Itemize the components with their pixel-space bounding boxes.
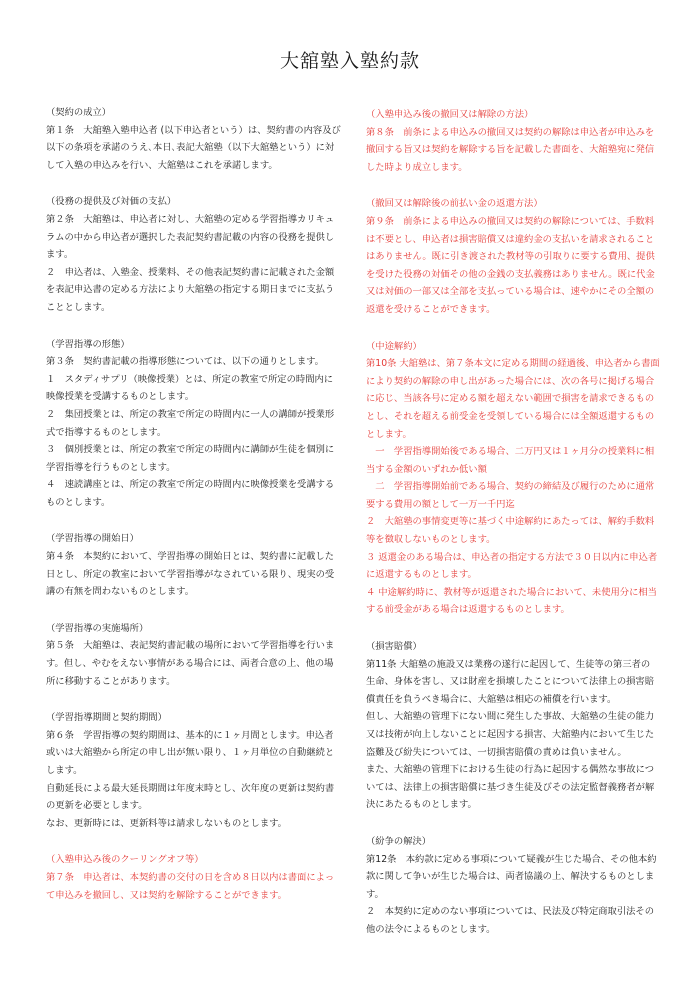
section-spacer [46, 511, 346, 530]
section-spacer [46, 832, 346, 851]
article-heading: （学習指導の開始日） [46, 533, 139, 545]
article-text-line: の更新を必要とします。 [46, 800, 148, 812]
article-text-line: 第８条 前条による申込みの撤回又は契約の解除は申込者が申込みを [366, 126, 655, 138]
article-text-line: した時より成立します。 [366, 161, 468, 173]
article-text-line: 第５条 大舘塾は、表記契約書記載の場所において学習指導を行いま [46, 640, 335, 652]
article-text-line: ３ 個別授業とは、所定の教室で所定の時間内に講師が生徒を個別に [46, 444, 335, 456]
article-heading: （入塾申込み後のクーリングオフ等） [46, 854, 204, 866]
article-section [366, 195, 666, 318]
article-text-line: とし、それを超える前受金を受領している場合には全額返還するもの [366, 410, 655, 422]
article-text-line: とします。 [366, 428, 412, 440]
article-text-line: 第11条 大舘塾の施設又は業務の遂行に起因して、生徒等の第三者の [366, 658, 651, 670]
article-heading: （撤回又は解除後の前払い金の返還方法） [366, 198, 543, 210]
article-section [46, 193, 346, 316]
article-text-line: ラムの中から申込者が選択した表記契約書記載の内容の役務を提供し [46, 231, 335, 243]
article-text-line: いては、法律上の損害賠償に基づき生徒及びその法定監督義務者が解 [366, 781, 655, 793]
article-text-line: 一 学習指導開始後である場合、二万円又は１ヶ月分の授業料に相 [366, 446, 655, 458]
article-text-line: に応じ、当該各号に定める額を超えない範囲で損害を請求できるもの [366, 393, 655, 405]
article-text-line: また、大舘塾の管理下における生徒の行為に起因する偶然な事故につ [366, 764, 655, 776]
section-spacer [366, 814, 666, 833]
article-section [46, 851, 346, 904]
article-text-line: 第２条 大舘塾は、申込者に対し、大舘塾の定める学習指導カリキュ [46, 213, 335, 225]
article-text-line: します。 [46, 765, 83, 776]
article-text-line: なお、更新時には、更新料等は請求しないものとします。 [46, 817, 287, 829]
article-text-line: す。 [366, 888, 384, 900]
article-text-line: ３ 返還金のある場合は、申込者の指定する方法で３０日以内に申込者 [366, 551, 658, 563]
article-section [46, 336, 346, 512]
document-title: 大舘塾入塾約款 [279, 50, 420, 72]
article-text-line: により契約の解除の申し出があった場合には、次の各号に掲げる場合 [366, 375, 655, 387]
article-text-line: 第10条 大舘塾は、第７条本文に定める期間の経過後、申込者から書面 [366, 358, 660, 370]
article-text-line: す。但し、やむをえない事情がある場合には、両者合意の上、他の場 [46, 658, 334, 670]
article-text-line: 所に移動することがあります。 [46, 675, 176, 687]
article-text-line: 要する費用の額として一万一千円迄 [366, 498, 515, 510]
article-section [366, 638, 666, 814]
article-text-line: 或いは大舘塾から所定の申し出が無い限り、１ヶ月単位の自動継続と [46, 747, 335, 759]
article-text-line: 第３条 契約書記載の指導形態については、以下の通りとします。 [46, 356, 324, 368]
article-text-line: １ スタディサプリ（映像授業）とは、所定の教室で所定の時間内に [46, 373, 334, 385]
section-spacer [366, 176, 666, 195]
article-text-line: 又は対価の一部又は全部を支払っている場合は、速やかにその全額の [366, 286, 655, 298]
article-text-line: ２ 申込者は、入塾金、授業料、その他表記契約書に記載された金額 [46, 266, 335, 278]
left-column [46, 104, 346, 904]
article-text-line: 償責任を負うべき場合に、大舘塾は相応の補償を行います。 [366, 693, 617, 705]
article-section [366, 833, 666, 939]
article-text-line: 以下の条項を承諾のうえ､本日､表記大舘塾（以下大舘塾という）に対 [46, 142, 335, 154]
article-section [366, 338, 666, 620]
article-text-line: 日とし、所定の教室において学習指導がなされている限り、現実の受 [46, 568, 335, 580]
article-section [46, 104, 346, 174]
article-heading: （中途解約） [366, 340, 422, 352]
article-text-line: して入塾の申込みを行い、大舘塾はこれを承諾します。 [46, 159, 278, 171]
article-text-line: 但し、大舘塾の管理下にない間に発生した事故、大舘塾の生徒の能力 [366, 711, 655, 723]
article-text-line: を表記申込書の定める方法により大舘塾の指定する期日までに支払う [46, 284, 335, 296]
article-text-line: 生命、身体を害し、又は財産を損壊したことについて法律上の損害賠 [366, 676, 655, 688]
right-column [366, 106, 666, 939]
article-text-line: 第４条 本契約において、学習指導の開始日とは、契約書に記載した [46, 551, 335, 563]
article-text-line: 盗難及び紛失については、一切損害賠償の責めは負いません。 [366, 746, 627, 758]
section-spacer [46, 317, 346, 336]
article-text-line: 決にあたるものとします。 [366, 799, 477, 811]
section-spacer [366, 619, 666, 638]
article-text-line: に返還するものとします。 [366, 569, 477, 581]
article-section [46, 709, 346, 832]
article-heading: （契約の成立） [46, 107, 112, 118]
article-text-line: 第９条 前条による申込みの撤回又は契約の解除については、手数料 [366, 215, 655, 227]
article-section [366, 106, 666, 176]
article-text-line: ２ 大舘塾の事情変更等に基づく中途解約にあたっては、解約手数料 [366, 516, 655, 528]
article-heading: （損害賠償） [366, 641, 422, 653]
article-text-line: 第12条 本約款に定める事項について疑義が生じた場合、その他本約 [366, 853, 657, 865]
article-text-line: は不要とし、申込者は損害賠償又は違約金の支払いを請求されること [366, 233, 655, 245]
article-text-line: 他の法令によるものとします。 [366, 923, 496, 935]
article-heading: （学習指導の形態） [46, 338, 130, 350]
article-section [46, 530, 346, 600]
article-text-line: ２ 本契約に定めのない事項については、民法及び特定商取引法その [366, 906, 655, 918]
article-text-line: 自動延長による最大延長期間は年度末時とし、次年度の更新は契約書 [46, 782, 335, 794]
article-text-line: て申込みを撤回し、又は契約を解除することができます。 [46, 889, 287, 901]
article-text-line: ます。 [46, 249, 74, 261]
article-text-line: 二 学習指導開始前である場合、契約の締結及び履行のために通常 [366, 481, 655, 493]
article-text-line: ものとします。 [46, 496, 111, 508]
article-text-line: を受けた役務の対価その他の金銭の支払義務はありません。既に代金 [366, 268, 655, 280]
article-text-line: 学習指導を行うものとします。 [46, 461, 176, 473]
section-spacer [46, 174, 346, 193]
article-text-line: ２ 集団授業とは、所定の教室で所定の時間内に一人の講師が授業形 [46, 408, 335, 420]
article-text-line: こととします。 [46, 301, 111, 313]
section-spacer [366, 319, 666, 338]
article-heading: （入塾申込み後の撤回又は解除の方法） [366, 109, 534, 120]
article-text-line: はありません。既に引き渡された教材等の引取りに要する費用、提供 [366, 251, 655, 263]
article-section [46, 620, 346, 690]
article-text-line: 款に関して争いが生じた場合は、両者協議の上、解決するものとしま [366, 871, 655, 883]
article-text-line: 撤回する旨又は契約を解除する旨を記載した書面を、大舘塾宛に発信 [366, 144, 655, 156]
section-spacer [46, 601, 346, 620]
article-text-line: 講の有無を問わないものとします。 [46, 586, 195, 598]
article-text-line: 式で指導するものとします。 [46, 426, 167, 438]
article-text-line: 又は技術が向上しないことに起因する損害、大舘塾内において生じた [366, 729, 655, 740]
article-text-line: ４ 中途解約時に、教材等が返還された場合において、未使用分に相当 [366, 586, 657, 598]
article-heading: （学習指導期間と契約期間） [46, 712, 167, 724]
article-text-line: 等を徴収しないものとします。 [366, 534, 496, 546]
article-heading: （役務の提供及び対価の支払） [46, 196, 177, 208]
article-heading: （学習指導の実施場所） [46, 622, 149, 634]
article-text-line: 第１条 大舘塾入塾申込者 (以下申込者という）は、契約書の内容及び [46, 124, 341, 136]
article-text-line: ４ 速読講座とは、所定の教室で所定の時間内に映像授業を受講する [46, 479, 335, 491]
article-text-line: 第６条 学習指導の契約期間は、基本的に１ヶ月間とします。申込者 [46, 729, 334, 741]
article-text-line: 第７条 申込者は、本契約書の交付の日を含め８日以内は書面によっ [46, 871, 335, 883]
article-text-line: 返還を受けることができます。 [366, 303, 496, 315]
article-heading: （紛争の解決） [366, 835, 432, 847]
article-text-line: 当する金額のいずれか低い額 [366, 463, 487, 475]
article-text-line: する前受金がある場合は返還するものとします。 [366, 604, 570, 616]
section-spacer [46, 690, 346, 709]
article-text-line: 映像授業を受講するものとします。 [46, 391, 195, 403]
